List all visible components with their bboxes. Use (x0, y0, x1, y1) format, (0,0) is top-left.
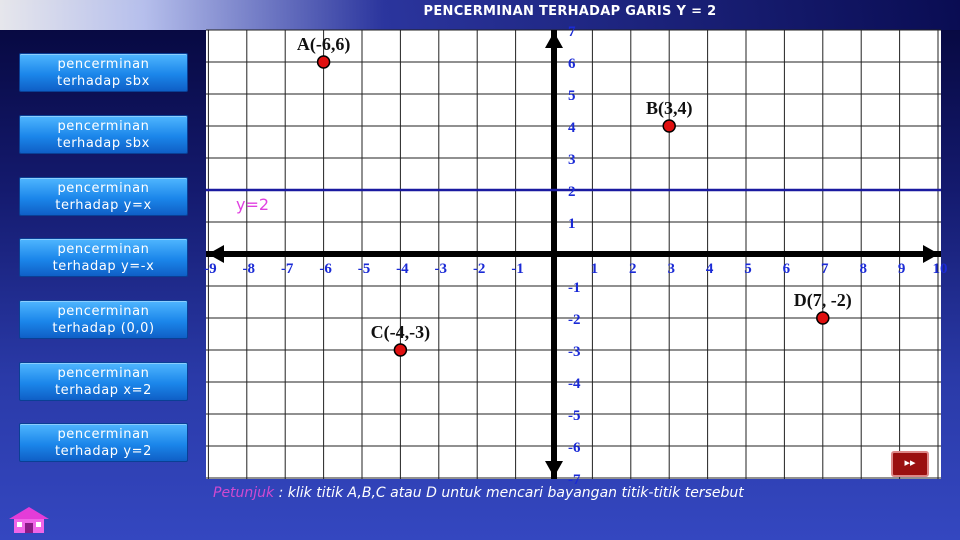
point-marker[interactable] (394, 344, 406, 356)
sidebar-button-5[interactable] (19, 300, 188, 339)
sidebar-button-line2: terhadap x=2 (54, 382, 153, 398)
x-tick-label: 10 (932, 261, 948, 277)
point-label[interactable]: A(-6,6) (296, 34, 351, 54)
sidebar-button-line2: terhadap sbx (57, 73, 150, 89)
sidebar-button-1[interactable] (19, 53, 188, 92)
point-label[interactable]: C(-4,-3) (370, 322, 431, 342)
x-tick-label: -2 (472, 261, 486, 277)
x-tick-label: -5 (357, 261, 371, 277)
sidebar-button-3[interactable] (19, 177, 188, 216)
x-tick-label: -8 (242, 261, 256, 277)
sidebar-button-line1: pencerminan (57, 56, 150, 72)
y-tick-label: -7 (568, 472, 581, 488)
point-marker[interactable] (318, 56, 330, 68)
point-a[interactable] (297, 34, 350, 68)
sidebar-button-line2: terhadap y=2 (54, 443, 153, 459)
sidebar-button-line1: pencerminan (57, 365, 150, 381)
x-tick-label: -7 (280, 261, 294, 277)
x-tick-label: -4 (396, 261, 409, 277)
hint-lead: Petunjuk (213, 485, 275, 501)
y-axis-arrow-down (545, 461, 563, 477)
y-tick-label: -2 (568, 312, 581, 328)
x-tick-label: -9 (204, 261, 217, 277)
sidebar-button-line1: pencerminan (57, 180, 150, 196)
y-tick-label: -6 (568, 440, 581, 456)
y-axis-arrow-up (545, 32, 563, 48)
x-tick-label: 4 (705, 261, 714, 277)
point-marker[interactable] (663, 120, 675, 132)
x-tick-label: 9 (897, 261, 906, 277)
x-tick-label: 8 (859, 261, 867, 277)
graph-svg (204, 24, 948, 488)
sidebar-button-line1: pencerminan (57, 241, 150, 257)
y-tick-label: 6 (568, 56, 576, 72)
next-button[interactable]: ▸▸ (891, 451, 929, 477)
x-tick-label: -6 (319, 261, 332, 277)
sidebar-button-2[interactable] (19, 115, 188, 154)
x-tick-label: 3 (667, 261, 675, 277)
y-tick-label: -5 (568, 408, 581, 424)
x-tick-label: -1 (511, 261, 524, 277)
sidebar-button-line2: terhadap sbx (57, 135, 150, 151)
x-tick-label: 1 (590, 261, 599, 277)
sidebar-button-7[interactable] (19, 423, 188, 462)
y-tick-label: 4 (568, 120, 576, 136)
hint-body: : klik titik A,B,C atau D untuk mencari bayangan titik-titik tersebut (274, 485, 744, 501)
mirror-line-label: y=2 (236, 195, 270, 214)
sidebar-button-6[interactable] (19, 362, 188, 401)
point-c[interactable] (371, 322, 430, 356)
sidebar-button-line1: pencerminan (57, 303, 150, 319)
y-tick-label: -3 (568, 344, 581, 360)
x-tick-label: 7 (821, 261, 829, 277)
x-tick-label: -3 (434, 261, 448, 277)
hint-text (213, 485, 744, 501)
sidebar-button-line1: pencerminan (57, 426, 150, 442)
y-tick-label: -4 (568, 376, 581, 392)
x-tick-label: 6 (782, 261, 791, 277)
y-tick-label: 7 (568, 24, 576, 40)
x-tick-label: 2 (629, 261, 637, 277)
y-tick-label: -1 (568, 280, 581, 296)
point-d[interactable] (794, 290, 852, 324)
y-tick-label: 1 (568, 216, 576, 232)
cartesian-graph (204, 24, 948, 488)
y-tick-label: 3 (568, 152, 576, 168)
point-marker[interactable] (817, 312, 829, 324)
point-label[interactable]: D(7, -2) (793, 290, 852, 310)
sidebar-button-line2: terhadap y=x (55, 197, 152, 213)
home-icon[interactable] (6, 505, 52, 535)
y-tick-label: 5 (568, 88, 576, 104)
sidebar-button-line2: terhadap (0,0) (52, 320, 155, 336)
page-title: PENCERMINAN TERHADAP GARIS Y = 2 (423, 4, 717, 19)
sidebar-button-line2: terhadap y=-x (52, 258, 155, 274)
sidebar-button-4[interactable] (19, 238, 188, 277)
point-label[interactable]: B(3,4) (645, 98, 693, 118)
y-tick-label: 2 (568, 184, 576, 200)
x-tick-label: 5 (744, 261, 752, 277)
sidebar-button-line1: pencerminan (57, 118, 150, 134)
point-b[interactable] (646, 98, 693, 132)
